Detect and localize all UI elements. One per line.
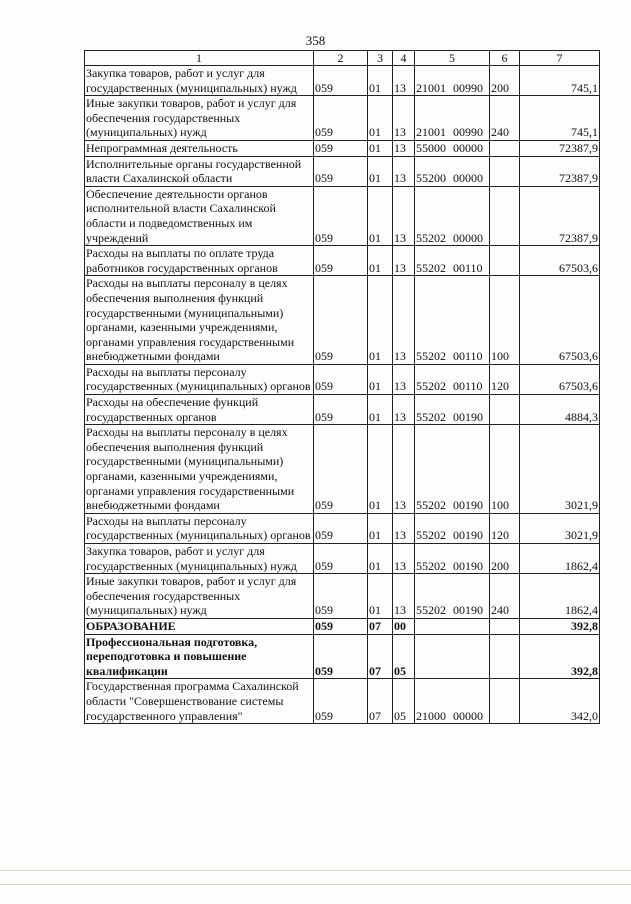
expense-type-code-cell: 100: [490, 425, 520, 514]
target-article-code-cell: 21001 00990: [415, 66, 490, 96]
target-article-code-cell: [415, 618, 490, 634]
expense-type-code-cell: 200: [490, 544, 520, 574]
budget-table: [84, 50, 600, 724]
amount-cell: 3021,9: [520, 513, 600, 543]
expense-type-code-cell: [490, 186, 520, 245]
table-row: [85, 679, 600, 724]
item-name-cell: Исполнительные органы государственной власти Сахалинской области: [85, 156, 314, 186]
item-name-cell: Закупка товаров, работ и услуг для государственных (муниципальных) нужд: [85, 544, 314, 574]
item-name-cell: ОБРАЗОВАНИЕ: [85, 618, 314, 634]
item-name-cell: Расходы на выплаты персоналу в целях обеспечения выполнения функций государственными (муниципальными) органами, казенными учреждениями, органами управления государственными внебюджетными фондами: [85, 276, 314, 365]
item-name-cell: Государственная программа Сахалинской области "Совершенствование системы государственного управления": [85, 679, 314, 724]
item-name-cell: Непрограммная деятельность: [85, 140, 314, 156]
amount-cell: 745,1: [520, 66, 600, 96]
subsection-code-cell: 05: [393, 634, 415, 679]
amount-cell: 67503,6: [520, 246, 600, 276]
subsection-code-cell: 13: [393, 364, 415, 394]
section-code-cell: 01: [368, 140, 393, 156]
table-row: [85, 140, 600, 156]
amount-cell: 1862,4: [520, 544, 600, 574]
header-col-6: 6: [490, 51, 520, 66]
item-name-cell: Расходы на выплаты персоналу государственных (муниципальных) органов: [85, 364, 314, 394]
amount-cell: 72387,9: [520, 186, 600, 245]
subsection-code-cell: 13: [393, 66, 415, 96]
expense-type-code-cell: [490, 246, 520, 276]
amount-cell: 72387,9: [520, 156, 600, 186]
admin-code-cell: 059: [314, 66, 368, 96]
target-article-code-cell: [415, 634, 490, 679]
amount-cell: 342,0: [520, 679, 600, 724]
table-row: [85, 634, 600, 679]
section-code-cell: 01: [368, 513, 393, 543]
table-row: [85, 364, 600, 394]
admin-code-cell: 059: [314, 156, 368, 186]
target-article-code-cell: 55200 00000: [415, 156, 490, 186]
section-code-cell: 01: [368, 544, 393, 574]
expense-type-code-cell: 120: [490, 364, 520, 394]
expense-type-code-cell: 200: [490, 66, 520, 96]
table-row: [85, 618, 600, 634]
section-code-cell: 07: [368, 618, 393, 634]
admin-code-cell: 059: [314, 96, 368, 141]
item-name-cell: Расходы на выплаты персоналу в целях обеспечения выполнения функций государственными (муниципальными) органами, казенными учреждениями, органами управления государственными внебюджетными фондами: [85, 425, 314, 514]
target-article-code-cell: 55202 00190: [415, 425, 490, 514]
amount-cell: 72387,9: [520, 140, 600, 156]
admin-code-cell: 059: [314, 544, 368, 574]
subsection-code-cell: 13: [393, 276, 415, 365]
table-row: [85, 96, 600, 141]
table-row: [85, 66, 600, 96]
admin-code-cell: 059: [314, 364, 368, 394]
subsection-code-cell: 13: [393, 395, 415, 425]
table-row: [85, 544, 600, 574]
admin-code-cell: 059: [314, 276, 368, 365]
section-code-cell: 01: [368, 276, 393, 365]
section-code-cell: 01: [368, 96, 393, 141]
item-name-cell: Закупка товаров, работ и услуг для государственных (муниципальных) нужд: [85, 66, 314, 96]
amount-cell: 1862,4: [520, 574, 600, 619]
target-article-code-cell: 55202 00190: [415, 574, 490, 619]
expense-type-code-cell: [490, 156, 520, 186]
item-name-cell: Расходы на обеспечение функций государственных органов: [85, 395, 314, 425]
item-name-cell: Обеспечение деятельности органов исполнительной власти Сахалинской области и подведомственных им учреждений: [85, 186, 314, 245]
section-code-cell: 01: [368, 186, 393, 245]
target-article-code-cell: 55202 00110: [415, 246, 490, 276]
expense-type-code-cell: [490, 618, 520, 634]
target-article-code-cell: 55202 00110: [415, 364, 490, 394]
amount-cell: 392,8: [520, 618, 600, 634]
table-row: [85, 513, 600, 543]
table-row: [85, 425, 600, 514]
header-col-4: 4: [393, 51, 415, 66]
header-col-5: 5: [415, 51, 490, 66]
admin-code-cell: 059: [314, 679, 368, 724]
header-col-7: 7: [520, 51, 600, 66]
expense-type-code-cell: 120: [490, 513, 520, 543]
subsection-code-cell: 13: [393, 140, 415, 156]
target-article-code-cell: 55202 00110: [415, 276, 490, 365]
expense-type-code-cell: 240: [490, 574, 520, 619]
admin-code-cell: 059: [314, 574, 368, 619]
table-row: [85, 276, 600, 365]
admin-code-cell: 059: [314, 246, 368, 276]
item-name-cell: Профессиональная подготовка, переподготовка и повышение квалификации: [85, 634, 314, 679]
admin-code-cell: 059: [314, 513, 368, 543]
section-code-cell: 01: [368, 156, 393, 186]
section-code-cell: 07: [368, 679, 393, 724]
subsection-code-cell: 13: [393, 513, 415, 543]
target-article-code-cell: 55202 00190: [415, 395, 490, 425]
admin-code-cell: 059: [314, 634, 368, 679]
target-article-code-cell: 55202 00190: [415, 544, 490, 574]
table-row: [85, 395, 600, 425]
admin-code-cell: 059: [314, 140, 368, 156]
target-article-code-cell: 21000 00000: [415, 679, 490, 724]
section-code-cell: 01: [368, 395, 393, 425]
item-name-cell: Расходы на выплаты персоналу государственных (муниципальных) органов: [85, 513, 314, 543]
page-number: 358: [305, 33, 326, 48]
expense-type-code-cell: [490, 395, 520, 425]
section-code-cell: 01: [368, 364, 393, 394]
table-row: [85, 186, 600, 245]
target-article-code-cell: 55202 00190: [415, 513, 490, 543]
subsection-code-cell: 13: [393, 425, 415, 514]
amount-cell: 67503,6: [520, 364, 600, 394]
admin-code-cell: 059: [314, 395, 368, 425]
item-name-cell: Иные закупки товаров, работ и услуг для обеспечения государственных (муниципальных) нужд: [85, 96, 314, 141]
target-article-code-cell: 55000 00000: [415, 140, 490, 156]
expense-type-code-cell: [490, 679, 520, 724]
section-code-cell: 01: [368, 246, 393, 276]
amount-cell: 4884,3: [520, 395, 600, 425]
item-name-cell: Расходы на выплаты по оплате труда работников государственных органов: [85, 246, 314, 276]
admin-code-cell: 059: [314, 186, 368, 245]
expense-type-code-cell: [490, 140, 520, 156]
subsection-code-cell: 13: [393, 574, 415, 619]
expense-type-code-cell: 240: [490, 96, 520, 141]
table-row: [85, 246, 600, 276]
header-col-3: 3: [368, 51, 393, 66]
admin-code-cell: 059: [314, 425, 368, 514]
table-row: [85, 156, 600, 186]
subsection-code-cell: 00: [393, 618, 415, 634]
amount-cell: 67503,6: [520, 276, 600, 365]
expense-type-code-cell: [490, 634, 520, 679]
header-col-1: 1: [85, 51, 314, 66]
target-article-code-cell: 21001 00990: [415, 96, 490, 141]
target-article-code-cell: 55202 00000: [415, 186, 490, 245]
section-code-cell: 07: [368, 634, 393, 679]
scan-artifact-line: [0, 870, 631, 871]
subsection-code-cell: 13: [393, 156, 415, 186]
amount-cell: 3021,9: [520, 425, 600, 514]
section-code-cell: 01: [368, 425, 393, 514]
admin-code-cell: 059: [314, 618, 368, 634]
subsection-code-cell: 13: [393, 186, 415, 245]
header-col-2: 2: [314, 51, 368, 66]
amount-cell: 392,8: [520, 634, 600, 679]
section-code-cell: 01: [368, 574, 393, 619]
subsection-code-cell: 13: [393, 544, 415, 574]
item-name-cell: Иные закупки товаров, работ и услуг для обеспечения государственных (муниципальных) нужд: [85, 574, 314, 619]
subsection-code-cell: 05: [393, 679, 415, 724]
scan-artifact-line: [0, 884, 631, 885]
table-row: [85, 574, 600, 619]
subsection-code-cell: 13: [393, 96, 415, 141]
expense-type-code-cell: 100: [490, 276, 520, 365]
subsection-code-cell: 13: [393, 246, 415, 276]
amount-cell: 745,1: [520, 96, 600, 141]
section-code-cell: 01: [368, 66, 393, 96]
header-row: [85, 51, 600, 66]
